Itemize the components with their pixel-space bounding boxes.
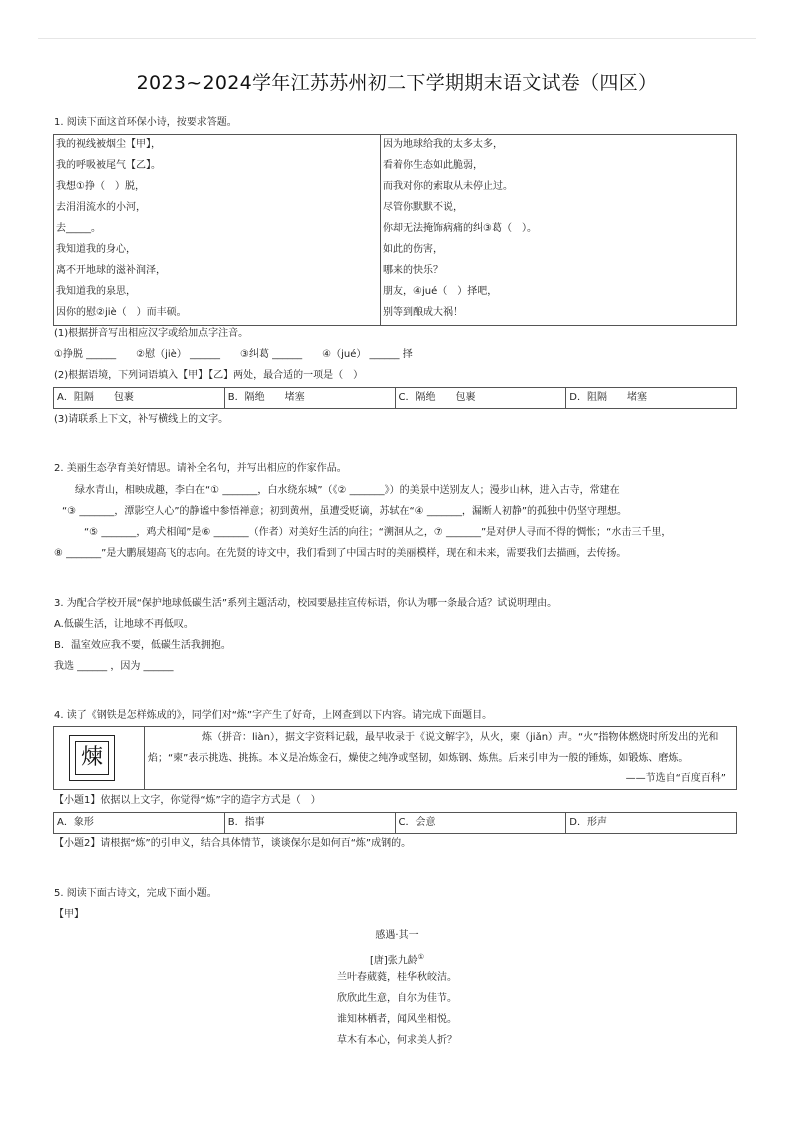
author-name: [唐]张九龄 [369,955,418,967]
poem-line: 去_____。 [56,223,101,234]
option-a[interactable]: A．阻隔 包裹 [54,388,225,408]
q4-dictionary-box [53,726,737,790]
option-a[interactable]: A．象形 [54,813,225,833]
q5-label: 【甲】 [54,909,84,920]
poem-line: 因你的慰②jiè（ ）而丰硕。 [56,307,187,318]
poem-line: 因为地球给我的太多太多， [383,139,503,150]
q2-line: “③ _______，潭影空人心”的静谧中参悟禅意；初到黄州，虽遭受贬谪，苏轼在“④ _______，漏断人初静”的孤独中仍坚守理想。 [62,506,628,517]
option-c[interactable]: C．隔绝 包裹 [396,388,567,408]
poem-line: 尽管你默默不说， [383,202,463,213]
q1-poem-left-column [54,135,381,325]
q2-line: “⑤ _______，鸡犬相闻”是⑥ _______（作者）对美好生活的向往；“溯洄从之，⑦ _______”是对伊人寻而不得的惆怅；“水击三千里， [84,527,672,538]
poem-author [0,950,794,968]
poem-line: 我知道我的泉思， [56,286,136,297]
option-d[interactable]: D．阻隔 堵塞 [569,392,647,403]
q1-stem: 1. 阅读下面这首环保小诗，按要求答题。 [54,117,237,128]
q2-stem: 2. 美丽生态孕育美好情思。请补全名句，并写出相应的作家作品。 [54,463,347,474]
poem-line: 而我对你的索取从未停止过。 [383,181,513,192]
poem-line: 哪来的快乐？ [383,265,443,276]
seal-cell [54,727,145,789]
seal-character-image [69,735,115,781]
q5-stem: 5. 阅读下面古诗文，完成下面小题。 [54,888,217,899]
option-d[interactable]: D．形声 [569,817,607,828]
q3-option-a: A.低碳生活，让地球不再低叹。 [54,619,194,630]
poem-line: 如此的伤害， [383,244,443,255]
poem-line: 我的呼吸被尾气【乙】。 [56,160,161,171]
poem-line: 去涓涓流水的小河， [56,202,146,213]
poem-line: 你却无法掩饰病痛的纠③葛（ ）。 [383,223,537,234]
poem-line: 朋友，④jué（ ）择吧， [383,286,498,297]
q3-stem: 3. 为配合学校开展“保护地球低碳生活”系列主题活动，校园要悬挂宣传标语，你认为哪一条最合适？试说明理由。 [54,598,558,609]
poem-title: 感遇·其一 [375,930,419,941]
note-marker: ① [417,953,425,961]
poem-line: 兰叶春葳蕤，桂华秋皎洁。 [337,972,457,983]
dictionary-text [146,727,732,789]
q3-answer-line: 我选 ______ ，因为 ______ [54,661,174,672]
q1-poem-table [53,134,737,326]
q2-line: 绿水青山，相映成趣，李白在“① _______，白水绕东城”（《② _______》）的美景中送别友人；漫步山林，进入古寺，常建在 [75,485,620,496]
poem-line: 看着你生态如此脆弱， [383,160,483,171]
q1-sub2: (2)根据语境，下列词语填入【甲】【乙】两处，最合适的一项是（ ） [54,370,364,381]
option-b[interactable]: B．指事 [225,813,396,833]
option-b[interactable]: B．隔绝 堵塞 [225,388,396,408]
poem-line: 别等到酿成大祸！ [383,307,463,318]
poem-line: 我知道我的身心， [56,244,136,255]
q1-sub3: (3)请联系上下文，补写横线上的文字。 [54,414,229,425]
q1-poem-right-column [381,135,736,325]
poem-line: 欣欣此生意，自尔为佳节。 [337,993,457,1004]
q1-sub2-options [53,387,737,409]
dictionary-line: 焰；“柬”表示挑选、挑拣。本义是冶炼金石，燥使之纯净或坚韧，如炼钢、炼焦。后来引申为一般的锤炼，如锻炼、磨炼。 [148,753,689,764]
q3-option-b: B．温室效应我不要，低碳生活我拥抱。 [54,640,231,651]
poem-line: 草木有本心，何求美人折？ [337,1035,457,1046]
q1-sub1-answers: ①挣脱 ______ ②慰（jiè） ______ ③纠葛 ______ ④（jué） ______ 择 [54,349,413,360]
poem-line: 离不开地球的滋补润泽， [56,265,166,276]
seal-character: 煉 [75,741,109,775]
q1-sub1: (1)根据拼音写出相应汉字或给加点字注音。 [54,328,249,339]
page-title: 2023~2024学年江苏苏州初二下学期期末语文试卷（四区） [136,72,658,94]
q4-sub2: 【小题2】请根据“炼”的引申义，结合具体情节，谈谈保尔是如何百“炼”成钢的。 [54,838,412,849]
header-rule [38,38,756,39]
q4-stem: 4. 读了《钢铁是怎样炼成的》，同学们对“炼”字产生了好奇，上网查到以下内容。请完成下面题目。 [54,710,493,721]
dictionary-source: ——节选自“百度百科” [625,773,726,784]
poem-line: 我想①挣（ ）脱， [56,181,145,192]
dictionary-line: 炼（拼音：liàn），据文字资料记载，最早收录于《说文解字》，从火，柬（jiǎn）声。“火”指物体燃烧时所发出的光和 [202,732,719,743]
poem-line: 我的视线被烟尘【甲】， [56,139,161,150]
q4-sub1-options [53,812,737,834]
q2-line: ⑧ _______”是大鹏展翅高飞的志向。在先贤的诗文中，我们看到了中国古时的美丽模样，现在和未来，需要我们去描画，去传扬。 [54,548,627,559]
option-c[interactable]: C．会意 [396,813,567,833]
q4-sub1: 【小题1】依据以上文字，你觉得“炼”字的造字方式是（ ） [54,795,321,806]
poem-line: 谁知林栖者，闻风坐相悦。 [337,1014,457,1025]
